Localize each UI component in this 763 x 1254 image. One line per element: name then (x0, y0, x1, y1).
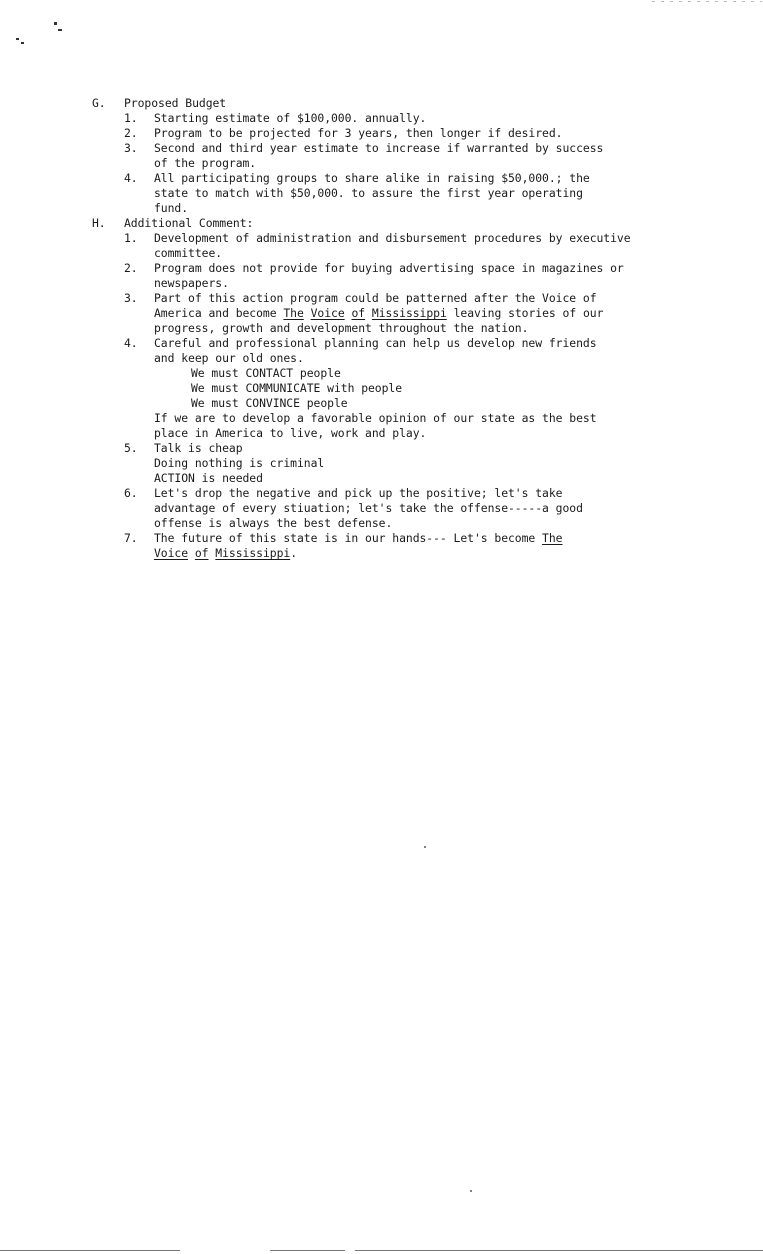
section-letter: G. (92, 96, 106, 110)
bottom-edge-line (355, 1250, 763, 1251)
item-number: 4. (124, 171, 138, 185)
item-text: Doing nothing is criminal (154, 456, 325, 470)
item-text: and keep our old ones. (154, 351, 304, 365)
item-text: Program does not provide for buying advertising space in magazines or (154, 261, 624, 275)
top-edge-dash (652, 1, 762, 2)
scan-dot (470, 1190, 472, 1192)
underlined-name: Mississippi (215, 546, 291, 560)
indented-line: We must CONTACT people (191, 366, 341, 380)
item-text: newspapers. (154, 276, 229, 290)
section-title: Proposed Budget (124, 96, 227, 110)
item-text: Program to be projected for 3 years, then longer if desired. (154, 126, 563, 140)
section-letter: H. (92, 216, 106, 230)
item-text: Development of administration and disbursement procedures by executive (154, 231, 631, 245)
item-text: committee. (154, 246, 223, 260)
item-number: 2. (124, 126, 138, 140)
item-number: 1. (124, 111, 138, 125)
underlined-name: The (283, 306, 304, 320)
scan-dot (424, 846, 426, 848)
underlined-name: of (194, 546, 209, 560)
bottom-edge-line (270, 1250, 345, 1251)
item-text: All participating groups to share alike in raising $50,000.; the (154, 171, 590, 185)
item-text: progress, growth and development throughout the nation. (154, 321, 529, 335)
item-text: leaving stories of our (446, 306, 604, 320)
item-text: America and become (154, 306, 284, 320)
underlined-name: Voice (154, 546, 189, 560)
item-text: advantage of every stiuation; let's take the offense-----a good (154, 501, 583, 515)
indented-line: We must COMMUNICATE with people (191, 381, 403, 395)
item-text: ACTION is needed (154, 471, 263, 485)
item-number: 2. (124, 261, 138, 275)
item-number: 3. (124, 141, 138, 155)
item-number: 1. (124, 231, 138, 245)
item-text: place in America to live, work and play. (154, 426, 427, 440)
item-number: 3. (124, 291, 138, 305)
underlined-name: The (542, 531, 563, 545)
section-title: Additional Comment: (124, 216, 254, 230)
underlined-name: Mississippi (371, 306, 447, 320)
item-text: fund. (154, 201, 189, 215)
item-text: If we are to develop a favorable opinion of our state as the best (154, 411, 597, 425)
item-text: The future of this state is in our hands--- Let's become (154, 531, 543, 545)
scan-mark (16, 38, 19, 40)
scan-mark (54, 22, 57, 25)
item-text-line (154, 306, 603, 321)
item-text: offense is always the best defense. (154, 516, 393, 530)
scan-mark (21, 42, 24, 44)
item-number: 7. (124, 531, 138, 545)
item-text: Careful and professional planning can help us develop new friends (154, 336, 597, 350)
underlined-name: Voice (310, 306, 345, 320)
item-text-line (154, 546, 297, 561)
item-text: of the program. (154, 156, 257, 170)
item-text: Starting estimate of $100,000. annually. (154, 111, 427, 125)
item-number: 4. (124, 336, 138, 350)
item-number: 5. (124, 441, 138, 455)
bottom-edge-line (0, 1250, 180, 1251)
item-text: Second and third year estimate to increase if warranted by success (154, 141, 604, 155)
item-text-line (154, 531, 562, 546)
item-text: Let's drop the negative and pick up the positive; let's take (154, 486, 563, 500)
underlined-name: of (351, 306, 366, 320)
item-text: Part of this action program could be patterned after the Voice of (154, 291, 597, 305)
indented-line: We must CONVINCE people (191, 396, 348, 410)
scan-mark (58, 29, 62, 31)
item-number: 6. (124, 486, 138, 500)
item-text: . (290, 546, 297, 560)
item-text: Talk is cheap (154, 441, 243, 455)
item-text: state to match with $50,000. to assure the first year operating (154, 186, 583, 200)
